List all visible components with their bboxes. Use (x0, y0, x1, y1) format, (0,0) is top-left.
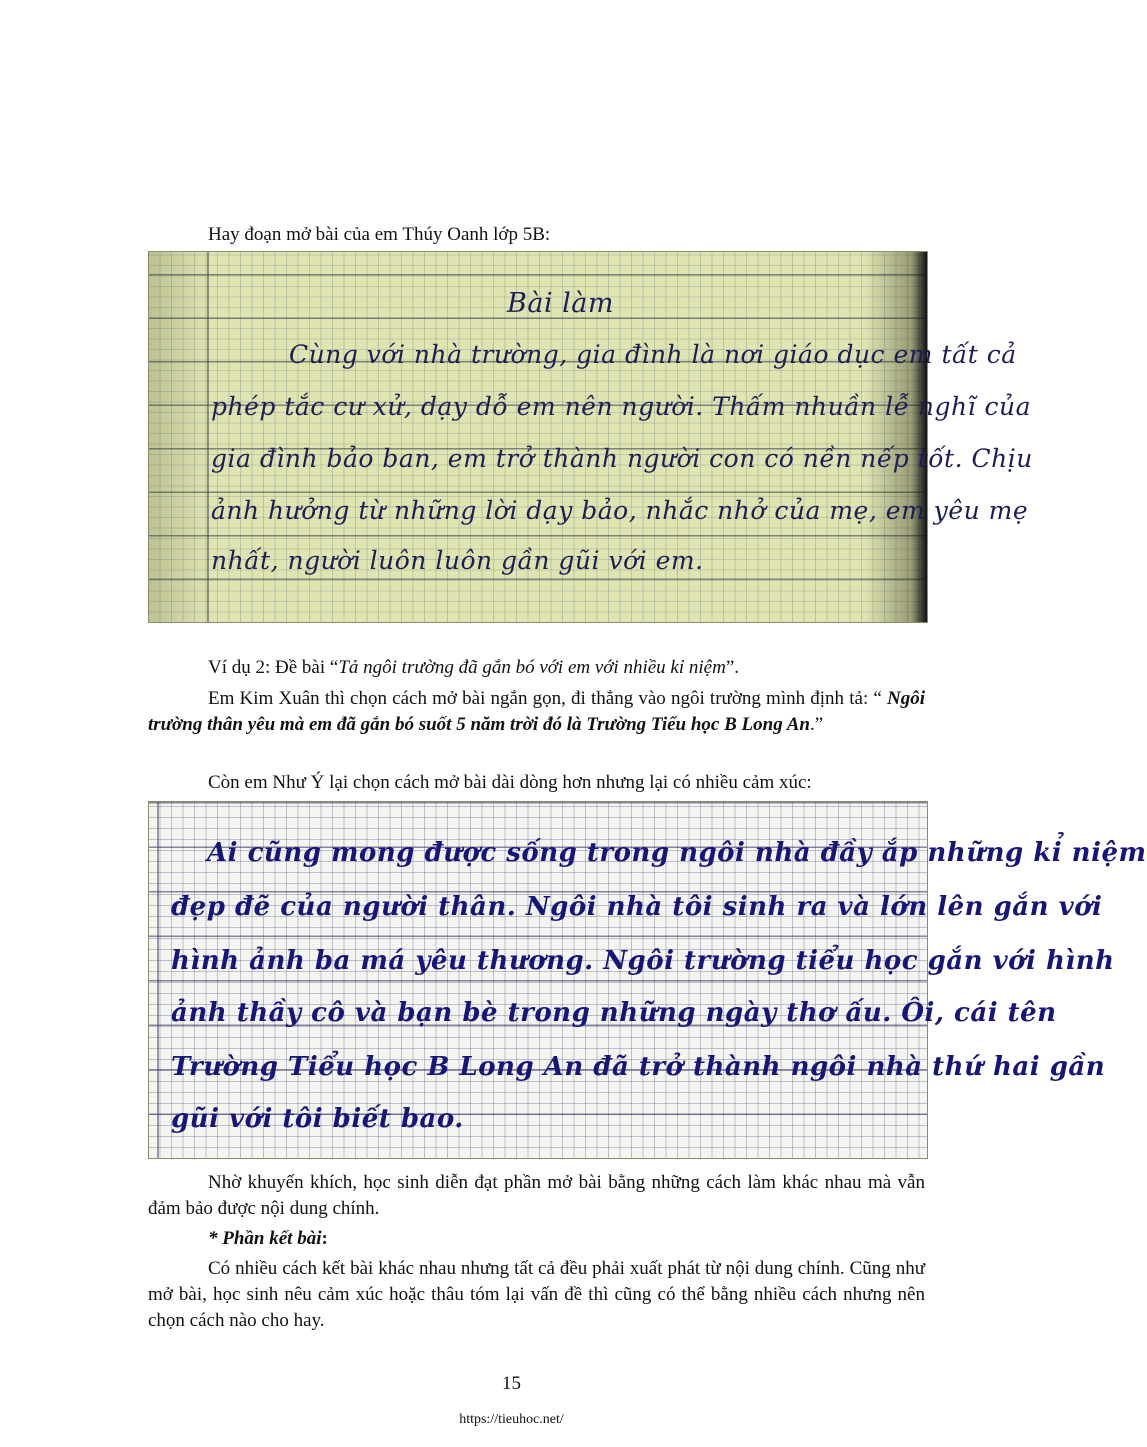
nhu-y-paragraph (148, 770, 925, 796)
handwritten-line: Trường Tiểu học B Long An đã trở thành ngôi nhà thứ hai gần (171, 1052, 1106, 1082)
handwritten-text-block (149, 252, 1033, 622)
encouragement-paragraph (148, 1170, 925, 1222)
footer-url: https://tieuhoc.net/ (459, 1412, 564, 1427)
kim-xuan-quote: Ngôi trường thân yêu mà em đã gắn bó suốt 5 năm trời đó là Trường Tiểu học B Long An (148, 688, 925, 735)
example-2-topic: Tả ngôi trường đã gắn bó với em với nhiều kỉ niệm (338, 657, 726, 678)
handwritten-line: nhất, người luôn luôn gần gũi với em. (211, 546, 704, 575)
section-heading-colon: : (321, 1228, 328, 1249)
handwritten-line: phép tắc cư xử, dạy dỗ em nên người. Thấm nhuần lễ nghĩ của (211, 392, 1032, 421)
handwritten-line: Ai cũng mong được sống trong ngôi nhà đầy ắp những kỉ niệm (207, 838, 1147, 868)
handwritten-line: Cùng với nhà trường, gia đình là nơi giáo dục em tất cả (289, 340, 1017, 369)
example-2-suffix: ”. (725, 657, 740, 678)
handwritten-line: gia đình bảo ban, em trở thành người con có nền nếp tốt. Chịu (211, 444, 1033, 473)
conclusion-paragraph (148, 1256, 925, 1334)
handwritten-notebook-image-1 (148, 251, 1033, 623)
section-heading (148, 1226, 925, 1252)
handwritten-line: ảnh thầy cô và bạn bè trong những ngày thơ ấu. Ôi, cái tên (171, 998, 1057, 1028)
example-2-paragraph (148, 655, 925, 681)
example-2-prefix: Ví dụ 2: Đề bài “ (208, 657, 339, 678)
page-number: 15 (502, 1373, 521, 1394)
handwritten-heading: Bài làm (507, 288, 614, 319)
handwritten-line: đẹp đẽ của người thân. Ngôi nhà tôi sinh ra và lớn lên gắn với (171, 892, 1103, 922)
handwritten-line: ảnh hưởng từ những lời dạy bảo, nhắc nhở của mẹ, em yêu mẹ (211, 496, 1029, 525)
nhu-y-text: Còn em Như Ý lại chọn cách mở bài dài dòng hơn nhưng lại có nhiều cảm xúc: (208, 772, 812, 793)
handwritten-notebook-image-2 (148, 801, 1147, 1159)
handwritten-line: gũi với tôi biết bao. (171, 1104, 464, 1134)
handwritten-text-block (149, 802, 1147, 1158)
kim-xuan-text: Em Kim Xuân thì chọn cách mở bài ngắn gọn, đi thẳng vào ngôi trường mình định tả: “ (208, 688, 887, 709)
conclusion-text: Có nhiều cách kết bài khác nhau nhưng tất cả đều phải xuất phát từ nội dung chính. Cũng như mở bài, học sinh nêu cảm xúc hoặc thâu tóm lại vấn đề thì cũng có thể bằng nhiều cách nhưng nên chọn cách nào cho hay. (148, 1258, 925, 1331)
section-heading-label: * Phần kết bài (208, 1228, 322, 1249)
kim-xuan-paragraph (148, 686, 925, 738)
intro-paragraph (148, 222, 925, 248)
intro-text: Hay đoạn mở bài của em Thúy Oanh lớp 5B: (208, 224, 551, 245)
handwritten-line: hình ảnh ba má yêu thương. Ngôi trường tiểu học gắn với hình (171, 946, 1115, 976)
kim-xuan-end: .” (810, 714, 824, 735)
encouragement-text: Nhờ khuyến khích, học sinh diễn đạt phần mở bài bằng những cách làm khác nhau mà vẫn đảm bảo được nội dung chính. (148, 1172, 925, 1219)
